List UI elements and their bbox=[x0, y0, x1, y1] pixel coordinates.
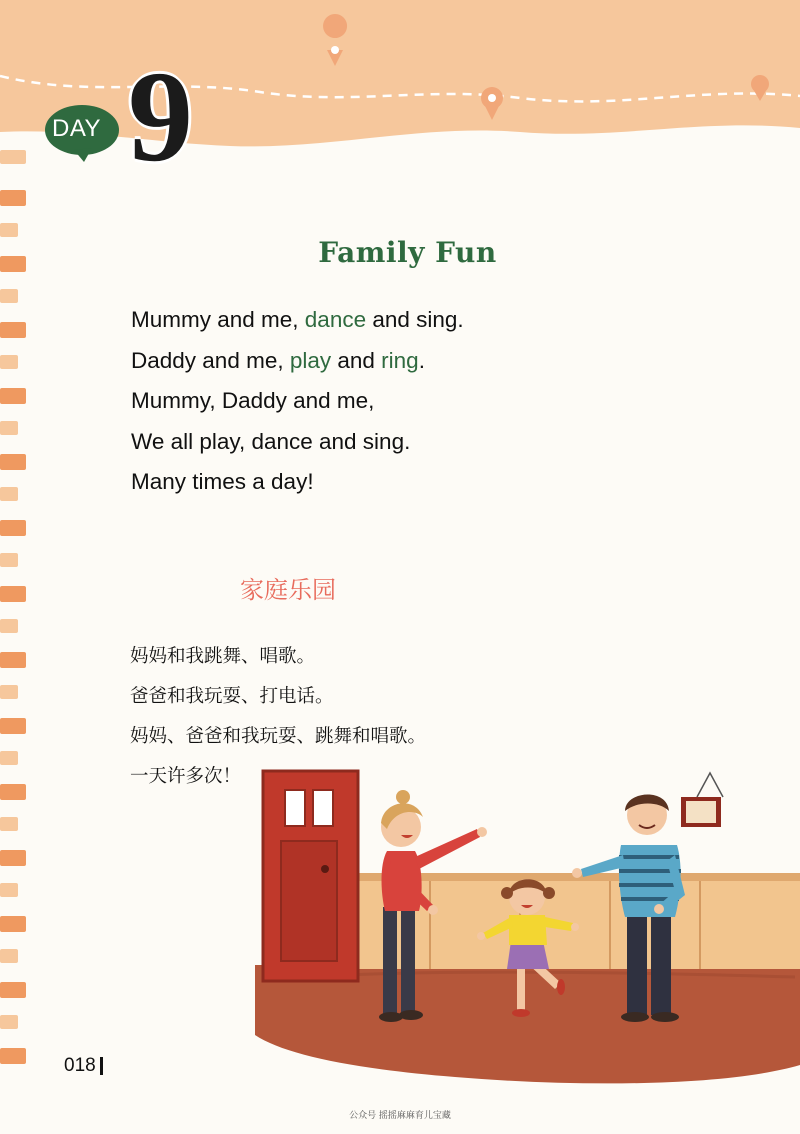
highlight-word: ring bbox=[381, 347, 419, 373]
poem-line: Mummy, Daddy and me, bbox=[131, 388, 375, 413]
page-number-divider bbox=[100, 1057, 103, 1075]
notebook-binding bbox=[0, 150, 34, 1110]
highlight-word: dance bbox=[304, 307, 367, 332]
day-label: DAY bbox=[52, 115, 102, 142]
poem-line: Daddy and me, play and ring. bbox=[131, 347, 425, 373]
english-poem bbox=[131, 300, 464, 503]
footer-credit: 公众号 摇摇麻麻育儿宝藏 bbox=[349, 1111, 451, 1121]
day-number: 9 bbox=[128, 45, 193, 189]
page-number: 018 bbox=[64, 1055, 96, 1076]
chinese-line: 爸爸和我玩耍、打电话。 bbox=[130, 686, 334, 707]
poem-title: Family Fun bbox=[318, 236, 497, 269]
poem-line: We all play, dance and sing. bbox=[131, 428, 411, 454]
chinese-line: 妈妈、爸爸和我玩耍、跳舞和唱歌。 bbox=[130, 726, 427, 747]
chinese-title: 家庭乐园 bbox=[240, 576, 336, 604]
family-dancing-illustration bbox=[255, 765, 800, 1085]
chinese-line: 妈妈和我跳舞、唱歌。 bbox=[130, 646, 316, 667]
poem-line: Many times a day! bbox=[131, 469, 314, 494]
poem-line: Mummy and me, dance and sing. bbox=[131, 307, 464, 332]
chinese-line: 一天许多次！ bbox=[130, 766, 242, 787]
highlight-word: play bbox=[289, 347, 332, 373]
